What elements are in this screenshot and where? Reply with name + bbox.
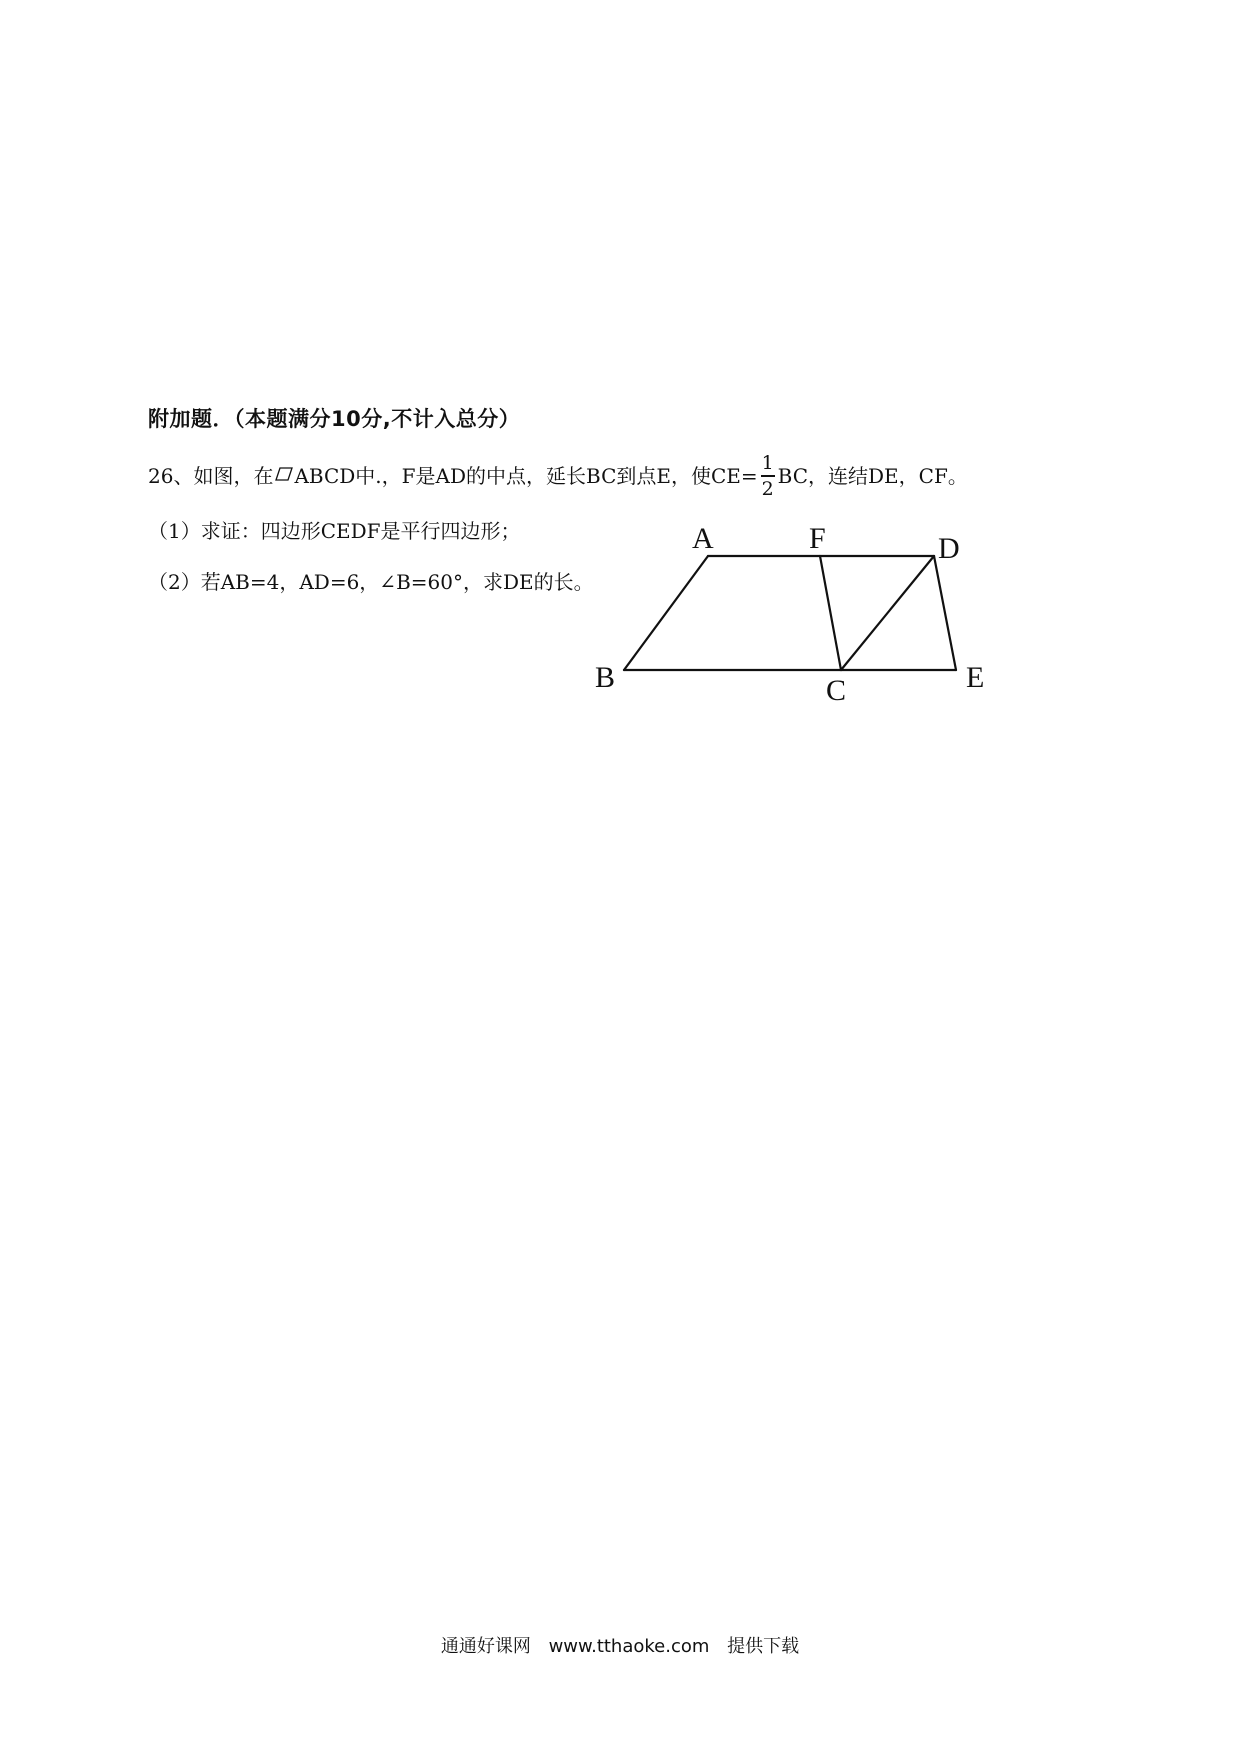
page-footer — [0, 1632, 1240, 1658]
label-B: B — [595, 661, 616, 694]
problem-body: ABCD中.，F是AD的中点，延长BC到点E，使CE= — [294, 463, 758, 488]
segment-CD — [841, 556, 934, 670]
segment-DE — [934, 556, 956, 670]
problem-statement — [148, 452, 968, 500]
label-A: A — [692, 522, 714, 555]
fraction-denominator: 2 — [761, 477, 774, 500]
question-1: （1）求证：四边形CEDF是平行四边形； — [148, 519, 521, 543]
label-F: F — [809, 522, 826, 555]
question-2: （2）若AB=4，AD=6，∠B=60°，求DE的长。 — [148, 570, 594, 594]
segment-FC — [820, 556, 841, 670]
segment-AB — [624, 556, 708, 670]
label-E: E — [966, 661, 985, 694]
parallelogram-icon — [275, 467, 293, 481]
problem-prefix: 26、如图，在 — [148, 463, 274, 488]
geometry-figure — [585, 515, 1005, 715]
label-D: D — [938, 532, 960, 565]
fraction-one-half — [761, 454, 775, 499]
fraction-numerator: 1 — [761, 452, 774, 474]
footer-suffix: 提供下载 — [727, 1636, 800, 1657]
section-title: 附加题．（本题满分10分,不计入总分） — [148, 407, 521, 431]
footer-site-name: 通通好课网 — [440, 1636, 531, 1657]
footer-url[interactable]: www.tthaoke.com — [548, 1636, 710, 1657]
label-C: C — [826, 674, 847, 707]
problem-suffix: BC，连结DE，CF。 — [777, 463, 968, 488]
